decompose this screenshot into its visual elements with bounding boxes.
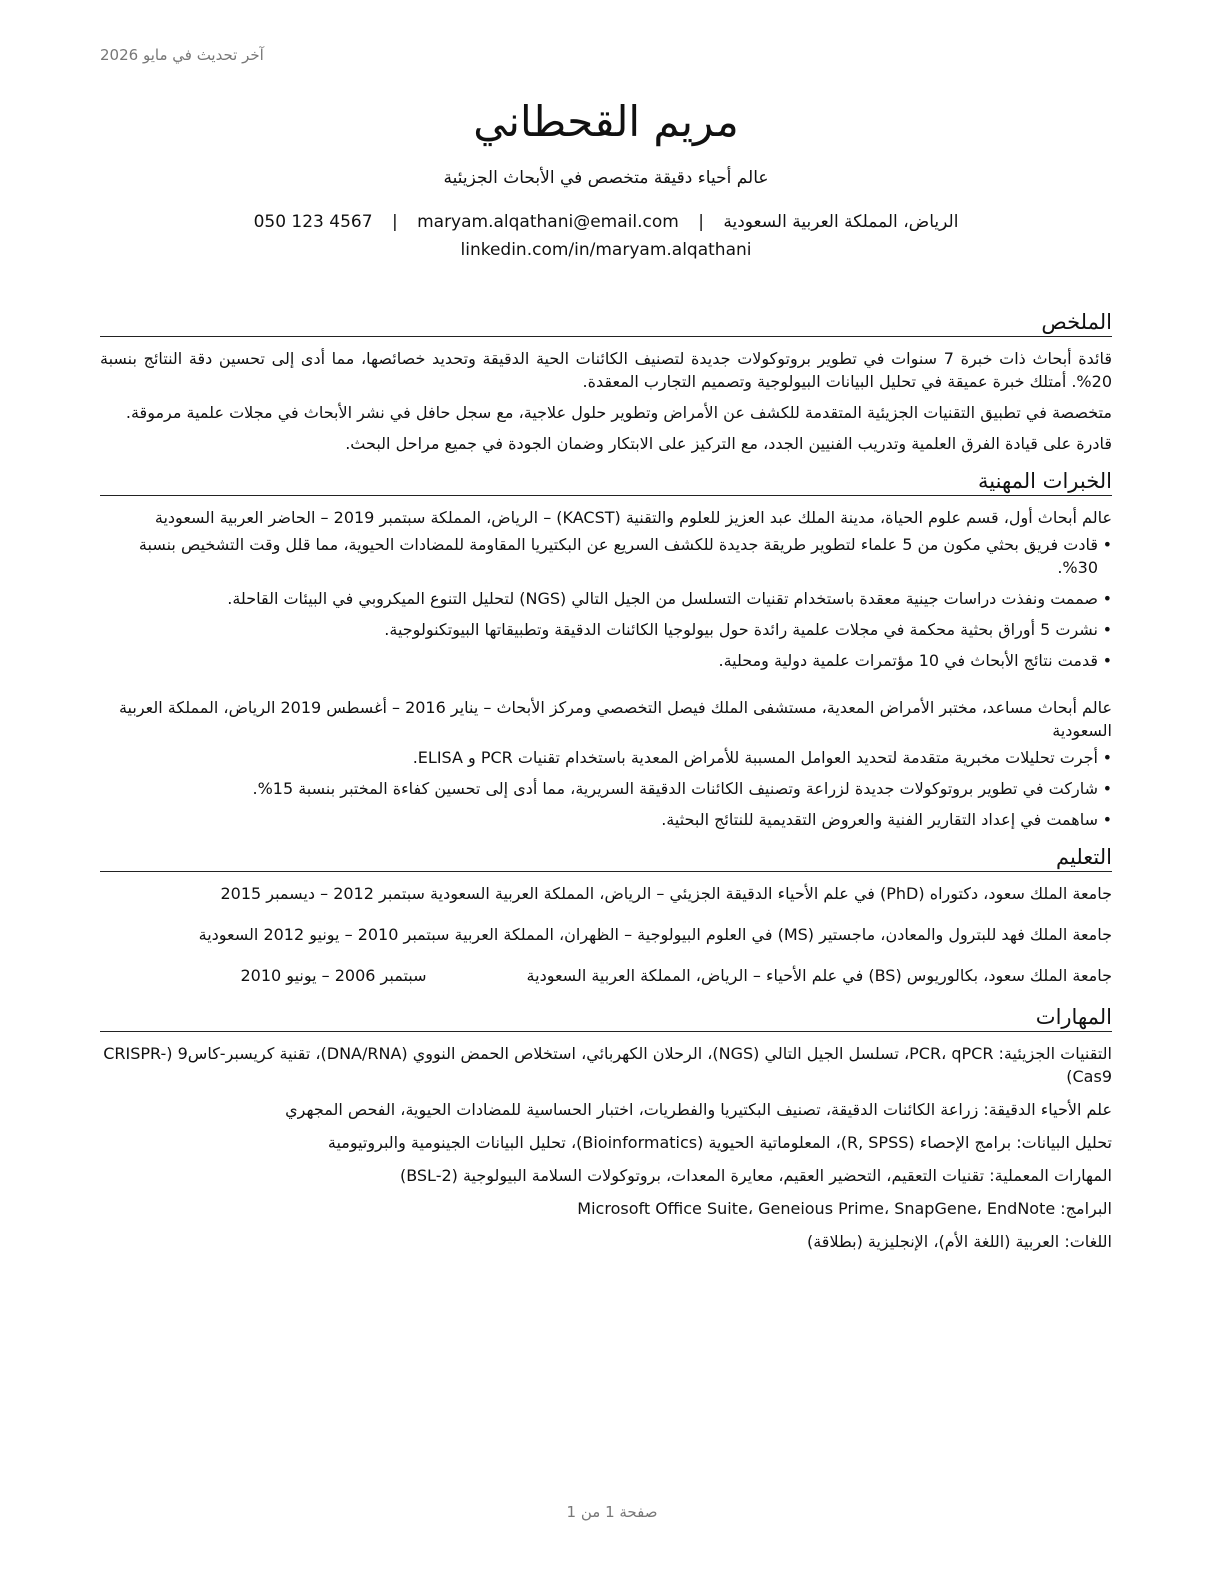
section-heading: الملخص [100, 310, 1112, 337]
job-title: عالم أحياء دقيقة متخصص في الأبحاث الجزيئية [443, 168, 769, 188]
location: الرياض، المملكة العربية السعودية [723, 212, 959, 232]
summary-paragraph: قادرة على قيادة الفرق العلمية وتدريب الفنيين الجدد، مع التركيز على الابتكار وضمان الجودة في جميع مراحل البحث. [345, 434, 1112, 453]
email-link[interactable]: maryam.alqathani@email.com [417, 212, 679, 232]
skills-section [100, 1005, 1112, 1253]
skill-line: اللغات: العربية (اللغة الأم)، الإنجليزية (بطلاقة) [806, 1232, 1112, 1251]
education-text: جامعة الملك سعود، بكالوريوس (BS) في علم الأحياء – الرياض، المملكة العربية السعودية [526, 966, 1112, 985]
list-item: • صممت ونفذت دراسات جينية معقدة باستخدام تقنيات التسلسل من الجيل التالي (NGS) لتحليل التنوع الميكروبي في البيئات القاحلة. [100, 587, 1112, 610]
list-item: • قدمت نتائج الأبحاث في 10 مؤتمرات علمية دولية ومحلية. [100, 649, 1112, 672]
section-heading: الخبرات المهنية [100, 469, 1112, 496]
list-item: • نشرت 5 أوراق بحثية محكمة في مجلات علمية رائدة حول بيولوجيا الكائنات الدقيقة وتطبيقاتها البيوتكنولوجية. [100, 618, 1112, 641]
list-item: • شاركت في تطوير بروتوكولات جديدة لزراعة وتصنيف الكائنات الدقيقة السريرية، مما أدى إلى تحسين كفاءة المختبر بنسبة 15%. [100, 777, 1112, 800]
job-entry [100, 506, 1112, 672]
skill-line: المهارات المعملية: تقنيات التعقيم، التحضير العقيم، معايرة المعدات، بروتوكولات السلامة البيولوجية (BSL-2) [399, 1166, 1112, 1185]
education-entry [100, 964, 1112, 987]
job-entry [100, 696, 1112, 831]
education-entry: جامعة الملك سعود، دكتوراه (PhD) في علم الأحياء الدقيقة الجزيئي – الرياض، المملكة العربية السعودية سبتمبر 2012 – ديسمبر 2015 [220, 884, 1112, 903]
person-name: مريم القحطاني [473, 97, 739, 146]
contact-line [100, 212, 1112, 232]
education-dates: سبتمبر 2006 – يونيو 2010 [240, 966, 427, 985]
summary-section [100, 310, 1112, 455]
skill-line: البرامج: Microsoft Office Suite، Geneious Prime، SnapGene، EndNote [577, 1199, 1112, 1218]
linkedin-link[interactable]: linkedin.com/in/maryam.alqathani [460, 240, 752, 260]
job-header: عالم أبحاث أول، قسم علوم الحياة، مدينة الملك عبد العزيز للعلوم والتقنية (KACST) – الرياض، المملكة سبتمبر 2019 – الحاضر العربية السعودية [154, 508, 1112, 527]
separator: | [391, 212, 398, 232]
last-updated: آخر تحديث في مايو 2026 [100, 46, 264, 64]
resume-header [100, 92, 1112, 260]
job-header: عالم أبحاث مساعد، مختبر الأمراض المعدية، مستشفى الملك فيصل التخصصي ومركز الأبحاث – يناير 2016 – أغسطس 2019 الرياض، المملكة العربية السعودية [118, 698, 1112, 740]
page-number: صفحة 1 من 1 [566, 1503, 658, 1521]
separator: | [698, 212, 704, 232]
summary-paragraph: قائدة أبحاث ذات خبرة 7 سنوات في تطوير بروتوكولات جديدة لتصنيف الكائنات الحية الدقيقة وتحديد خصائصها، مما أدى إلى تحسين دقة النتائج بنسبة 20%. أمتلك خبرة عميقة في تحليل البيانات البيولوجية وتصميم التجارب المعقدة. [100, 349, 1113, 391]
education-section [100, 845, 1112, 987]
experience-section [100, 469, 1112, 831]
summary-paragraph: متخصصة في تطبيق التقنيات الجزيئية المتقدمة للكشف عن الأمراض وتطوير حلول علاجية، مع سجل حافل في نشر الأبحاث في مجلات علمية مرموقة. [125, 403, 1112, 422]
education-entry: جامعة الملك فهد للبترول والمعادن، ماجستير (MS) في العلوم البيولوجية – الظهران، المملكة العربية سبتمبر 2010 – يونيو 2012 السعودية [198, 925, 1112, 944]
section-heading: التعليم [100, 845, 1112, 872]
phone-number: 050 123 4567 [253, 212, 373, 232]
skill-line: التقنيات الجزيئية: PCR، qPCR، تسلسل الجيل التالي (NGS)، الرحلان الكهربائي، استخلاص الحمض النووي (DNA/RNA)، تقنية كريسبر-كاس9 (CRISPR-Cas9) [103, 1044, 1112, 1086]
list-item: • ساهمت في إعداد التقارير الفنية والعروض التقديمية للنتائج البحثية. [100, 808, 1112, 831]
section-heading: المهارات [100, 1005, 1112, 1032]
resume-body [100, 310, 1112, 1263]
job-bullets [100, 533, 1112, 672]
list-item: • قادت فريق بحثي مكون من 5 علماء لتطوير طريقة جديدة للكشف السريع عن البكتيريا المقاومة للمضادات الحيوية، مما قلل وقت التشخيص بنسبة 30%. [100, 533, 1112, 579]
list-item: • أجرت تحليلات مخبرية متقدمة لتحديد العوامل المسببة للأمراض المعدية باستخدام تقنيات PCR و ELISA. [100, 746, 1112, 769]
skill-line: علم الأحياء الدقيقة: زراعة الكائنات الدقيقة، تصنيف البكتيريا والفطريات، اختبار الحساسية للمضادات الحيوية، الفحص المجهري [285, 1100, 1112, 1119]
job-bullets [100, 746, 1112, 831]
skill-line: تحليل البيانات: برامج الإحصاء (R, SPSS)، المعلوماتية الحيوية (Bioinformatics)، تحليل البيانات الجينومية والبروتيومية [327, 1133, 1112, 1152]
